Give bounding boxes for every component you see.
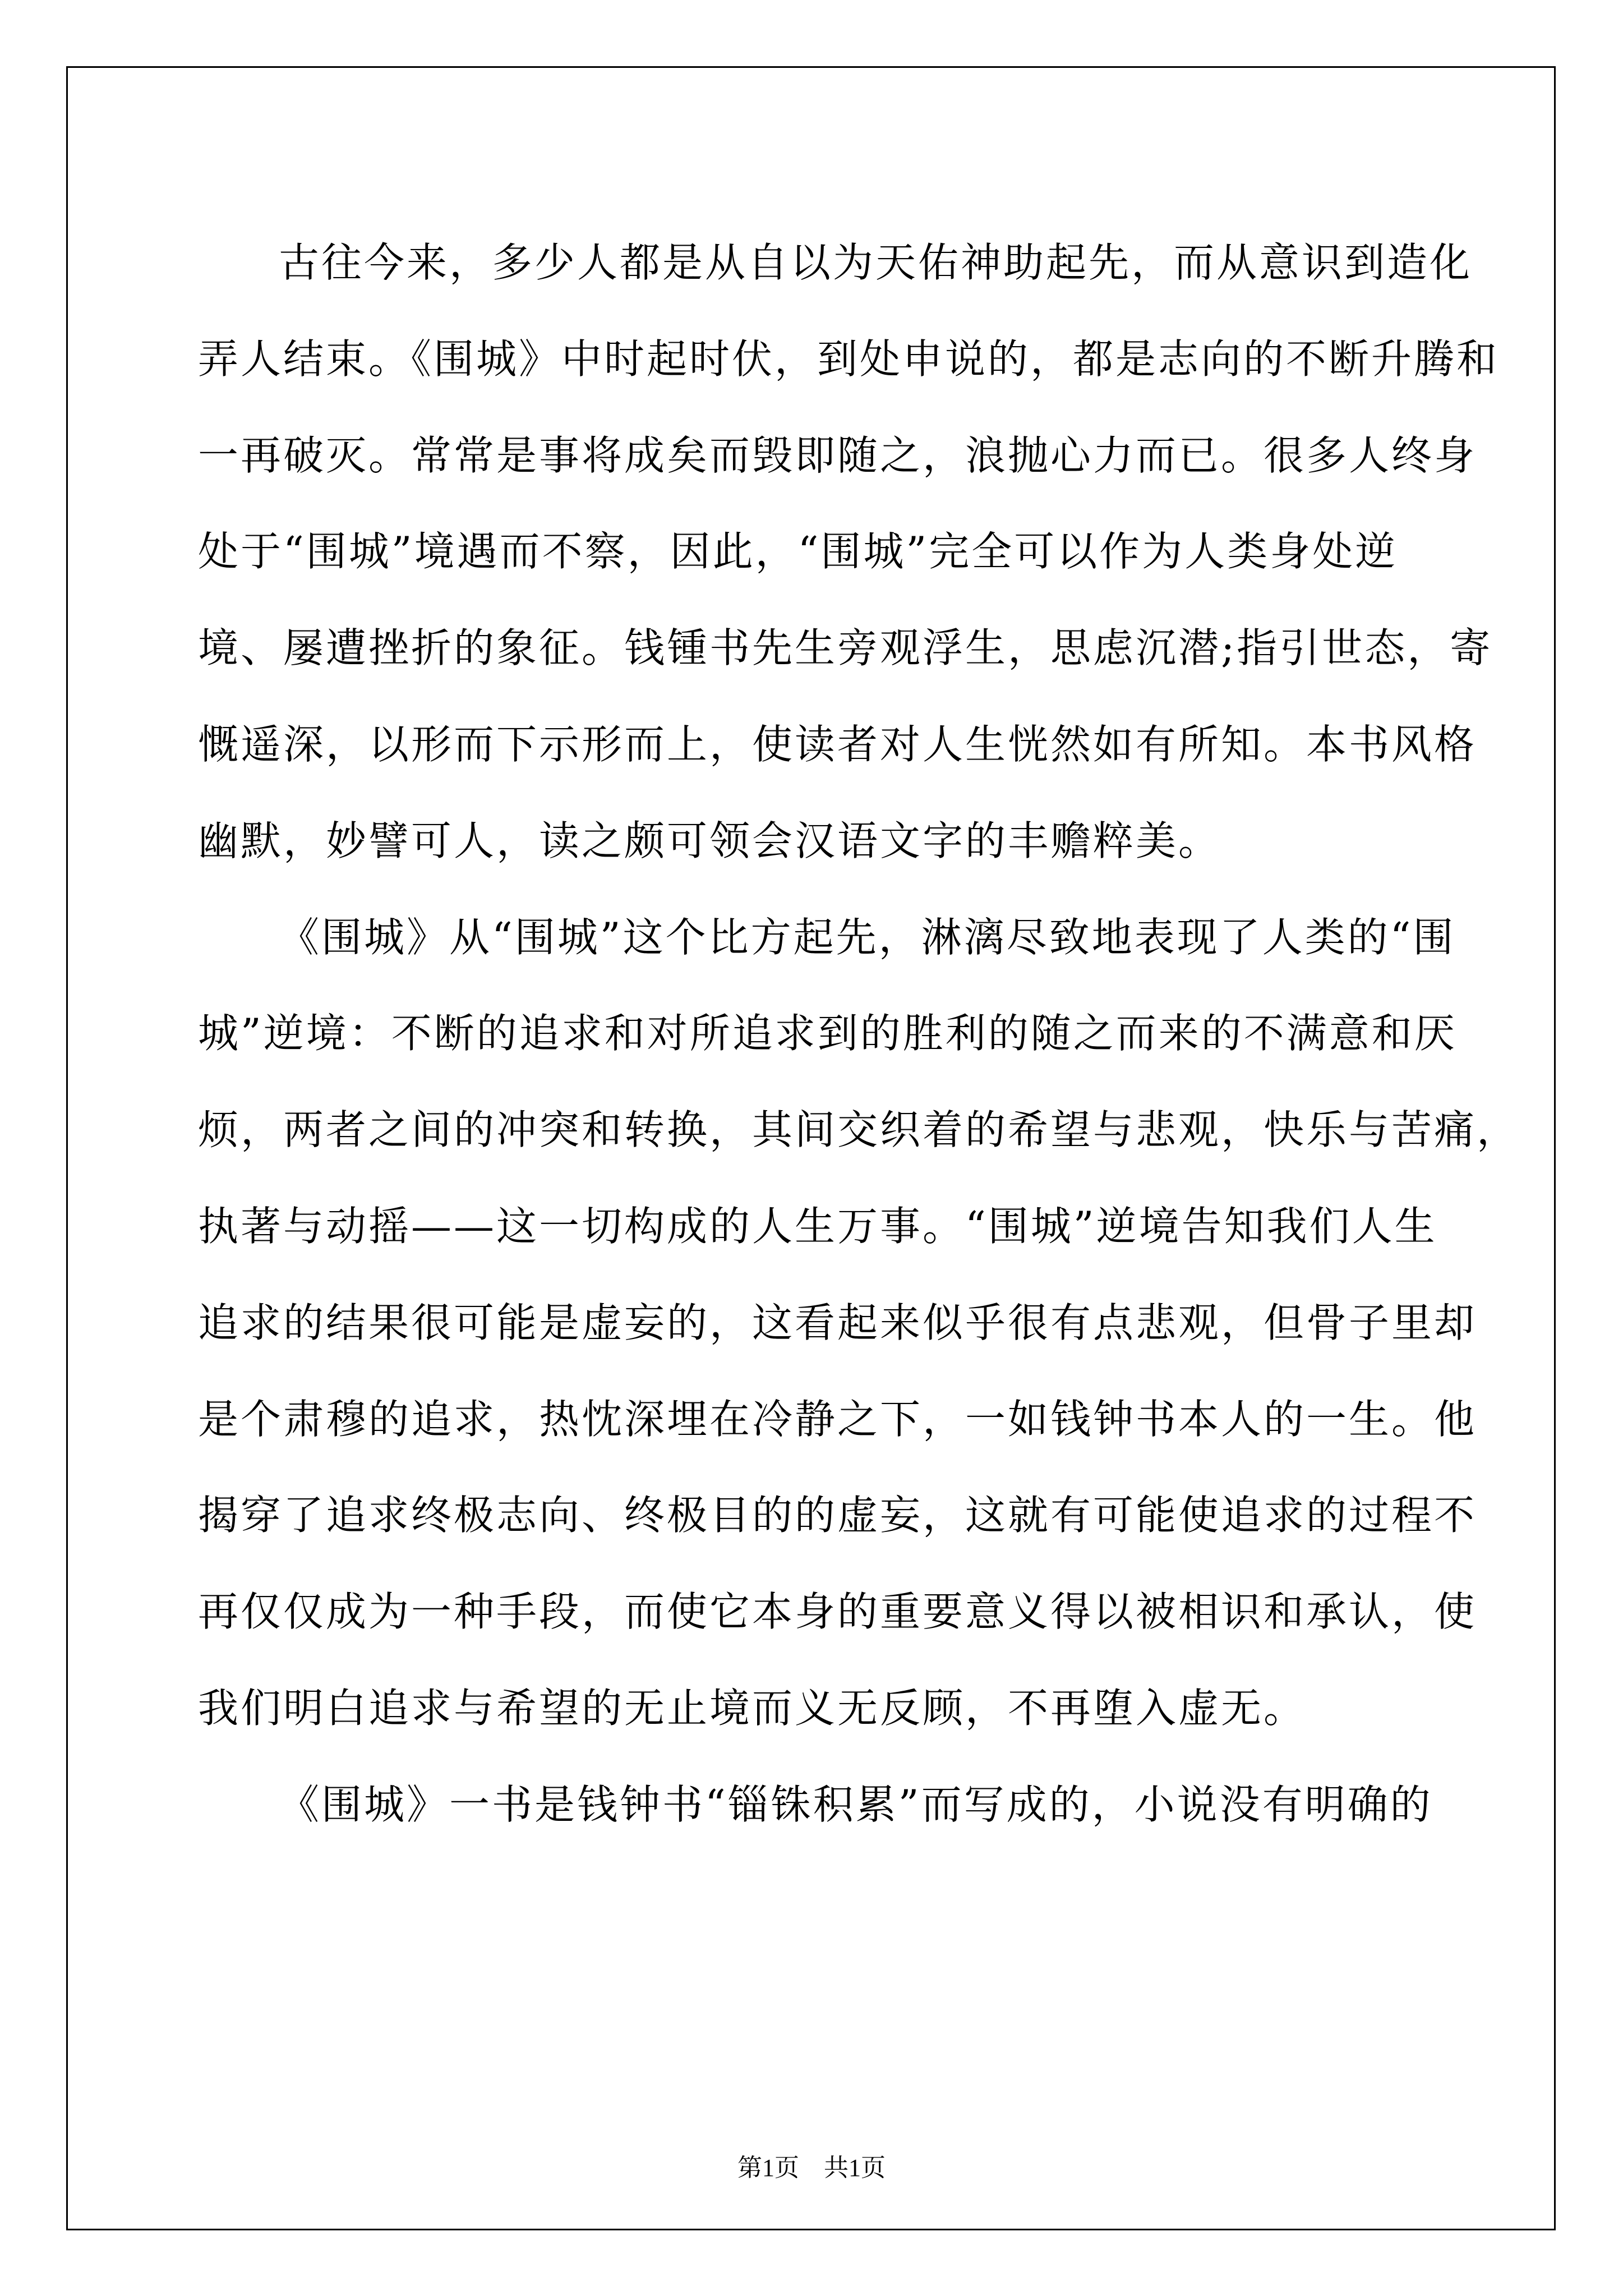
paragraph-1-line: 弄人结束。《围城》中时起时伏，到处申说的，都是志向的不断升腾和: [198, 335, 1500, 383]
page-number: 第1页: [737, 2154, 799, 2182]
paragraph-3-line: 《围城》一书是钱钟书“锱铢积累”而写成的，小说没有明确的: [279, 1780, 1433, 1828]
paragraph-2-line: 烦，两者之间的冲突和转换，其间交织着的希望与悲观，快乐与苦痛，: [198, 1106, 1520, 1154]
paragraph-2-line: 揭穿了追求终极志向、终极目的的虚妄，这就有可能使追求的过程不: [198, 1492, 1477, 1539]
page-footer: [0, 2151, 1623, 2185]
paragraph-1-line: 幽默，妙譬可人，读之颇可领会汉语文字的丰赡粹美。: [198, 817, 1221, 864]
paragraph-2-line: 再仅仅成为一种手段，而使它本身的重要意义得以被相识和承认，使: [198, 1588, 1477, 1636]
paragraph-2-line: 执著与动摇——这一切构成的人生万事。“围城”逆境告知我们人生: [198, 1202, 1437, 1250]
paragraph-1-line: 慨遥深，以形而下示形而上，使读者对人生恍然如有所知。本书风格: [198, 720, 1477, 768]
paragraph-1-line: 古往今来，多少人都是从自以为天佑神助起先，而从意识到造化: [279, 239, 1473, 286]
paragraph-2-line: 《围城》从“围城”这个比方起先，淋漓尽致地表现了人类的“围: [279, 913, 1456, 961]
paragraph-1-line: 一再破灭。常常是事将成矣而毁即随之，浪抛心力而已。很多人终身: [198, 431, 1477, 479]
document-body: [198, 215, 1520, 1853]
paragraph-2-line: 我们明白追求与希望的无止境而义无反顾，不再堕入虚无。: [198, 1684, 1307, 1732]
paragraph-2-line: 城”逆境：不断的追求和对所追求到的胜利的随之而来的不满意和厌: [198, 1010, 1457, 1057]
page-total: 共1页: [824, 2154, 886, 2182]
paragraph-1-line: 境、屡遭挫折的象征。钱锺书先生旁观浮生，思虑沉潜;指引世态，寄: [198, 624, 1493, 672]
paragraph-2-line: 是个肃穆的追求，热忱深埋在冷静之下，一如钱钟书本人的一生。他: [198, 1395, 1477, 1443]
paragraph-1-line: 处于“围城”境遇而不察，因此，“围城”完全可以作为人类身处逆: [198, 528, 1398, 576]
paragraph-2-line: 追求的结果很可能是虚妄的，这看起来似乎很有点悲观，但骨子里却: [198, 1299, 1477, 1346]
